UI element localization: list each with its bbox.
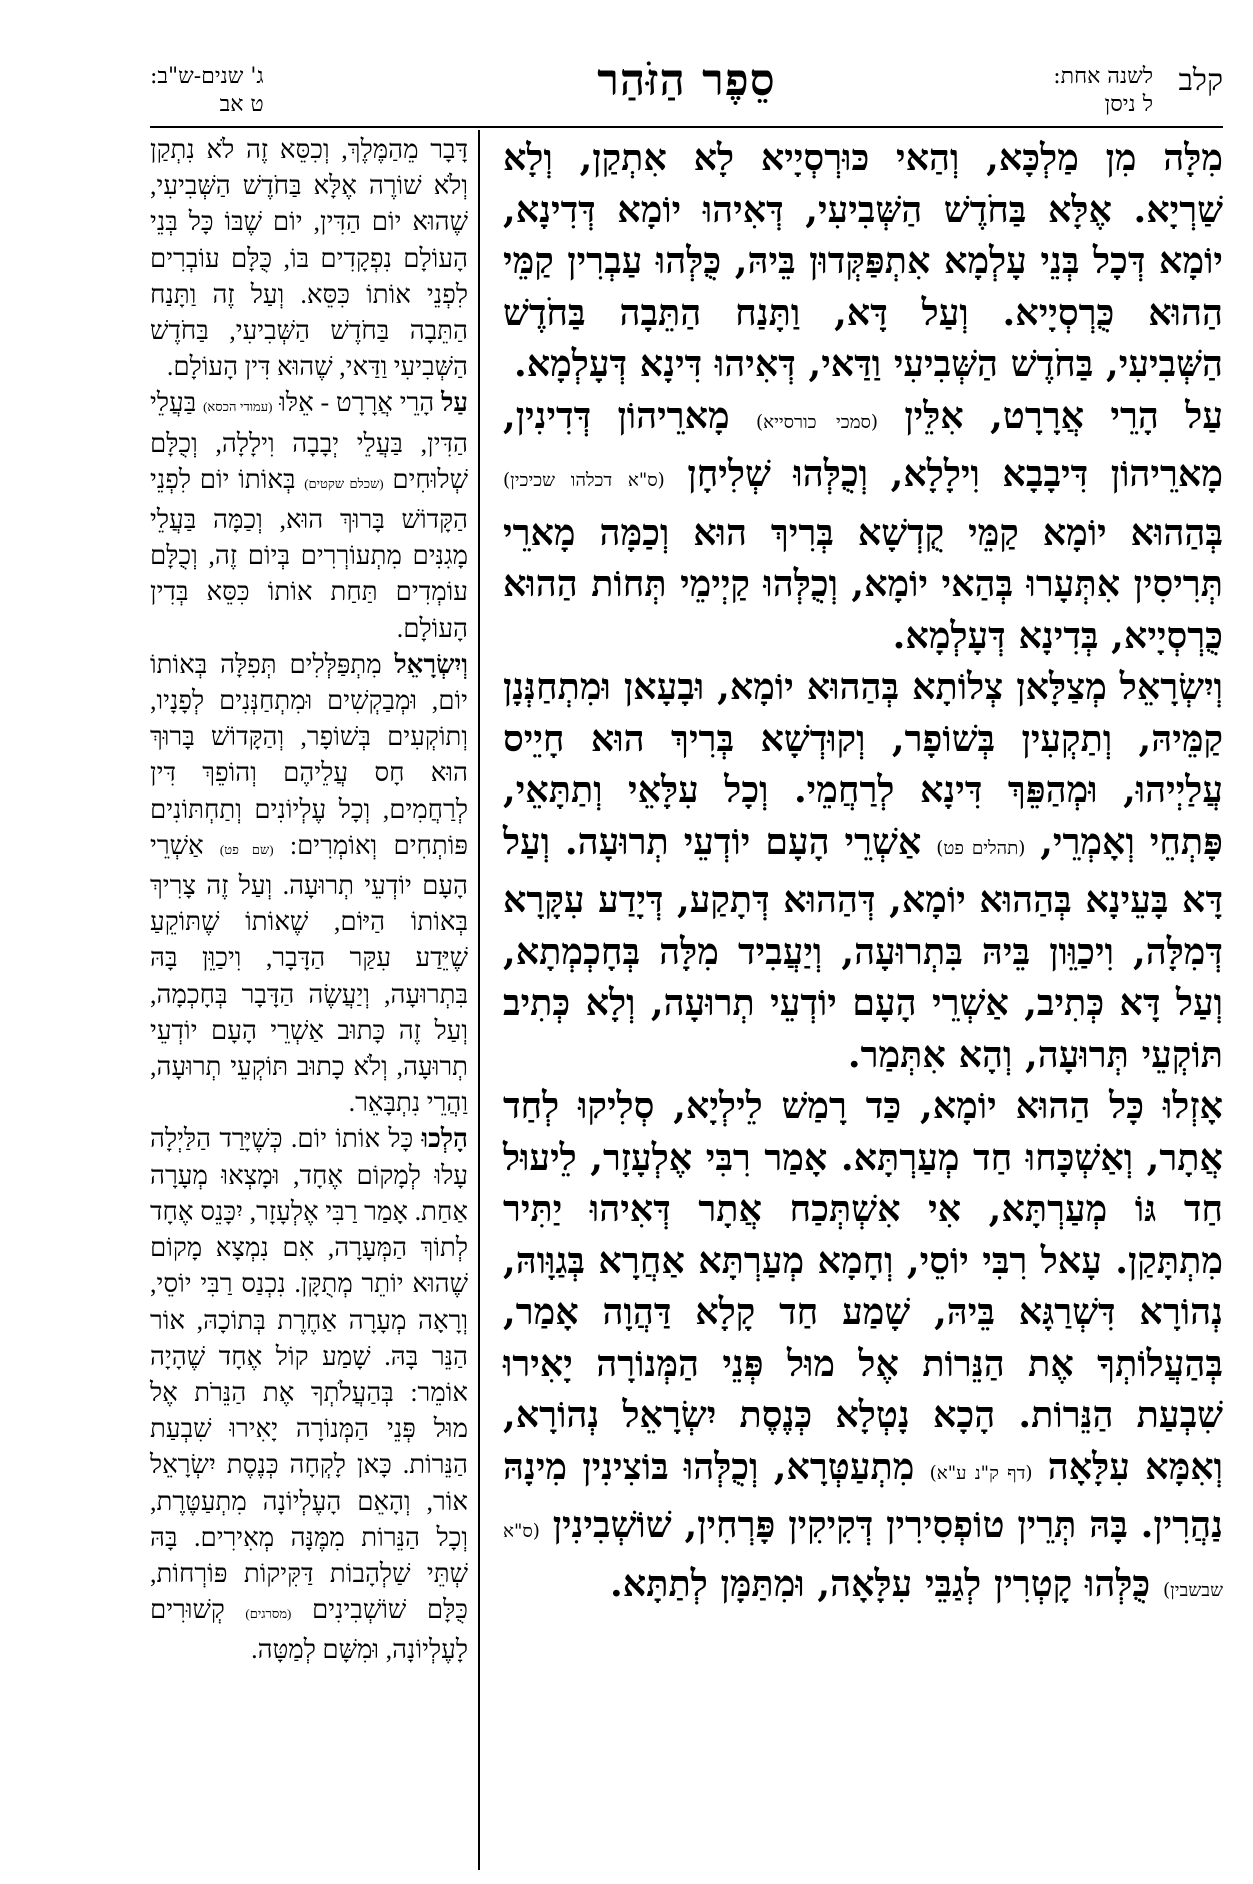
aramaic-paragraph-3-text-2: אַשְׁרֵי הָעָם יוֹדְעֵי תְרוּעָה. וְעַל דָּא בָּעֵינָא בְּהַהוּא יוֹמָא, דְּהַהוּא דְּתָקַע, דְּיָדַע עִקָּרָא דְּמִלָּה, וִיכַוֵּון בֵּיהּ בִּתְרוּעָה, וְיַעֲבִיד מִלָּה בְּחָכְמְתָא, וְעַל דָּא כְּתִיב, אַשְׁרֵי הָעָם יוֹדְעֵי תְרוּעָה, וְלָא כְּתִיב תּוֹקְעֵי תְּרוּעָה, וְהָא אִתְּמַר. [503, 819, 1223, 1076]
study-schedule-one-year-label: לשנה אחת: [1053, 64, 1153, 89]
aramaic-paragraph-2-note-2: (ס"א דכלהו שכיכין) [503, 470, 665, 491]
aramaic-paragraph-4-text-3: כֻּלְּהוּ קָטְרִין לְגַבֵּי עִלָּאָה, וּמִתַּמָּן לְתַתָּא. [610, 1561, 1151, 1605]
hebrew-paragraph-4-text: כָּל אוֹתוֹ יוֹם. כְּשֶׁיָּרַד הַלַּיְלָה עָלוּ לְמָקוֹם אֶחָד, וּמָצְאוּ מְעָרָה אַחַת. אָמַר רַבִּי אֶלְעָזָר, יִכָּנֵס אֶחָד לְתוֹךְ הַמְּעָרָה, אִם נִמְצָא מָקוֹם שֶׁהוּא יוֹתֵר מְתֻקָּן. נִכְנַס רַבִּי יוֹסֵי, וְרָאָה מְעָרָה אַחֶרֶת בְּתוֹכָהּ, אוֹר הַנֵּר בָּהּ. שָׁמַע קוֹל אֶחָד שֶׁהָיָה אוֹמֵר: בְּהַעֲלֹתְךָ אֶת הַנֵּרֹת אֶל מוּל פְּנֵי הַמְּנוֹרָה יָאִירוּ שִׁבְעַת הַנֵּרוֹת. כָּאן לָקְחָה כְּנֶסֶת יִשְׂרָאֵל אוֹר, וְהָאֵם הָעֶלְיוֹנָה מִתְעַטֶּרֶת, וְכָל הַנֵּרוֹת מִמֶּנָּה מְאִירִים. בָּהּ שְׁתֵּי שַׁלְהָבוֹת דַּקִּיקוֹת פּוֹרְחוֹת, כֻּלָּם שׁוֹשְׁבִינִים [150, 1124, 468, 1625]
aramaic-paragraph-3-lead: וְיִשְׂרָאֵל [1119, 665, 1223, 708]
hebrew-paragraph-3-text: מִתְפַּלְּלִים תְּפִלָּה בְּאוֹתוֹ יוֹם, וּמְבַקְשִׁים וּמִתְחַנְּנִים לְפָנָיו, וְתוֹקְעִים בְּשׁוֹפָר, וְהַקָּדוֹשׁ בָּרוּךְ הוּא חָס עֲלֵיהֶם וְהוֹפֵךְ דִּין לְרַחֲמִים, וְכָל עֶלְיוֹנִים וְתַחְתּוֹנִים פּוֹתְחִים וְאוֹמְרִים: [150, 649, 469, 860]
page-header [150, 55, 1223, 125]
aramaic-paragraph-4 [503, 1080, 1223, 1616]
hebrew-paragraph-2-text-3: בְּאוֹתוֹ יוֹם לִפְנֵי הַקָּדוֹשׁ בָּרוּךְ הוּא, וְכַמָּה בַּעֲלֵי מָגִנִּים מִתְעוֹרְרִים בְּיוֹם זֶה, וְכֻלָּם עוֹמְדִים תַּחַת אוֹתוֹ כִּסֵּא בְּדִין הָעוֹלָם. [150, 464, 468, 643]
hebrew-paragraph-4-text-2: קְשׁוּרִים לָעֶלְיוֹנָה, וּמִשָּׁם לְמַטָּה. [150, 1595, 468, 1665]
aramaic-paragraph-2 [503, 390, 1223, 662]
aramaic-paragraph-1 [503, 132, 1223, 390]
page-number: קלב [1178, 63, 1223, 98]
hebrew-paragraph-2-text: הָרֵי אֲרָרָט - אֵלּוּ [279, 388, 435, 418]
hebrew-paragraph-4-lead: הָלְכוּ [421, 1124, 469, 1154]
hebrew-paragraph-1-text: דָּבָר מֵהַמֶּלֶךְ, וְכִסֵּא זֶה לֹא נִתְקַן וְלֹא שׁוֹרֶה אֶלָּא בַּחֹדֶשׁ הַשְּׁבִיעִי, שֶׁהוּא יוֹם הַדִּין, יוֹם שֶׁבּוֹ כָּל בְּנֵי הָעוֹלָם נִפְקָדִים בּוֹ, כֻּלָּם עוֹבְרִים לִפְנֵי אוֹתוֹ כִּסֵּא. וְעַל זֶה וַתָּנַח הַתֵּבָה בַּחֹדֶשׁ הַשְּׁבִיעִי, בַּחֹדֶשׁ הַשְּׁבִיעִי וַדַּאי, שֶׁהוּא דִּין הָעוֹלָם. [150, 135, 468, 382]
study-schedule-three-years-date: ט אב [219, 92, 264, 117]
column-divider [478, 130, 480, 1870]
study-schedule-one-year-date: ל ניסן [1104, 92, 1153, 117]
aramaic-paragraph-4-note-2: (ס"א שבשבין) [503, 1521, 1223, 1601]
hebrew-paragraph-1 [150, 132, 468, 385]
hebrew-paragraph-2-note: (עמודי הכסא) [203, 399, 273, 415]
hebrew-paragraph-2-note-2: (שכלם שקטים) [304, 475, 384, 491]
hebrew-paragraph-2-lead: עַל [441, 388, 468, 418]
hebrew-paragraph-3-lead: וְיִשְׂרָאֵל [394, 649, 468, 679]
aramaic-column [503, 132, 1223, 1872]
hebrew-paragraph-3-text-2: אַשְׁרֵי הָעָם יוֹדְעֵי תְרוּעָה. וְעַל זֶה צָרִיךְ בְּאוֹתוֹ הַיּוֹם, שֶׁאוֹתוֹ שֶׁתּוֹקֵעַ שֶׁיֵּדַע עִקַּר הַדָּבָר, וִיכַוֵּן בָּהּ בִּתְרוּעָה, וְיַעֲשֶׂה הַדָּבָר בְּחָכְמָה, וְעַל זֶה כָּתוּב אַשְׁרֵי הָעָם יוֹדְעֵי תְרוּעָה, וְלֹא כָתוּב תּוֹקְעֵי תְרוּעָה, וַהֲרֵי נִתְבָּאֵר. [150, 830, 468, 1118]
hebrew-paragraph-3 [150, 647, 468, 1122]
study-schedule-three-years [150, 63, 264, 119]
aramaic-paragraph-2-text-2: מָארֵיהוֹן דְּדִינִין, מָארֵיהוֹן דִּיבָבָא וִילָלָא, וְכֻלְּהוּ שְׁלִיחָן [503, 393, 1223, 495]
aramaic-paragraph-4-text: כָּל הַהוּא יוֹמָא, כַּד רָמַשׁ לֵילְיָא, סְלִיקוּ לְחַד אֲתָר, וְאַשְׁכָּחוּ חַד מְעַרְתָּא. אָמַר רִבִּי אֶלְעָזָר, לֵיעוּל חַד גּוֹ מְעַרְתָּא, אִי אִשְׁתְּכַח אֲתָר דְּאִיהוּ יַתִּיר מִתְתָּקַן. עָאל רִבִּי יוֹסֵי, וְחָמָא מְעַרְתָּא אַחֲרָא בְּגַוָּוהּ, נְהוֹרָא דִּשְׁרַגָּא בֵּיהּ, שָׁמַע חַד קָלָא דַּהֲוָה אָמַר, בְּהַעֲלוֹתְךָ אֶת הַנֵּרוֹת אֶל מוּל פְּנֵי הַמְּנוֹרָה יָאִירוּ שִׁבְעַת הַנֵּרוֹת. הָכָא נָטְלָא כְּנֶסֶת יִשְׂרָאֵל נְהוֹרָא, וְאִמָּא עִלָּאָה [503, 1084, 1223, 1488]
aramaic-paragraph-4-note: (דף ק"נ ע"א) [929, 1462, 1033, 1484]
book-title: סֵפֶר הַזֹּהַר [597, 55, 776, 106]
hebrew-paragraph-4 [150, 1121, 468, 1668]
hebrew-column [150, 132, 468, 1872]
aramaic-paragraph-2-lead: עַל [1185, 393, 1223, 437]
aramaic-paragraph-2-text-3: בְּהַהוּא יוֹמָא קַמֵּי קֻדְשָׁא בְּרִיךְ הוּא וְכַמָּה מָארֵי תְּרִיסִין אִתְּעָרוּ בְּהַאי יוֹמָא, וְכֻלְּהוּ קַיְימֵי תְּחוֹת הַהוּא כֻּרְסְיָיא, בְּדִינָא דְּעָלְמָא. [503, 510, 1223, 657]
aramaic-paragraph-4-text-2: מִתְעַטְּרָא, וְכֻלְּהוּ בּוֹצִינִין מִינָהּ נַהֲרִין. בָּהּ תְּרֵין טוֹפְסִירִין דְּקִיקִין פָּרְחִין, שׁוֹשְׁבִינִין [503, 1444, 1223, 1546]
aramaic-paragraph-3-text: מְצַלָּאן צְלוֹתָא בְּהַהוּא יוֹמָא, וּבָעָאן וּמִתְחַנְּנָן קַמֵּיהּ, וְתַקְעִין בְּשׁוֹפָר, וְקוּדְשָׁא בְּרִיךְ הוּא חָיֵיס עֲלַיְיהוּ, וּמְהַפֵּךְ דִּינָא לְרַחֲמֵי. וְכָל עִלָּאֵי וְתַתָּאֵי, פָּתְחֵי וְאָמְרֵי, [503, 665, 1223, 863]
aramaic-paragraph-2-text: הָרֵי אֲרָרָט, אִלֵּין [904, 393, 1159, 437]
study-schedule-three-years-label: ג' שנים-ש"ב: [150, 64, 264, 89]
hebrew-paragraph-4-note: (מסרגים) [245, 1606, 292, 1622]
hebrew-paragraph-3-note: (שם פט) [219, 841, 274, 857]
aramaic-paragraph-2-note: (סמכי כורסייא) [756, 411, 879, 433]
hebrew-paragraph-2 [150, 385, 468, 646]
aramaic-paragraph-4-lead: אָזְלוּ [1162, 1084, 1223, 1127]
aramaic-paragraph-1-text: מִלָּה מִן מַלְכָּא, וְהַאי כּוּרְסְיָיא לָא אִתְקַן, וְלָא שַׁרְיָא. אֶלָּא בַּחֹדֶשׁ הַשְּׁבִיעִי, דְּאִיהוּ יוֹמָא דְּדִינָא, יוֹמָא דְּכָל בְּנֵי עָלְמָא אִתְפַּקְּדוּן בֵּיהּ, כֻּלְּהוּ עַבְרִין קַמֵּי הַהוּא כֻּרְסְיָיא. וְעַל דָּא, וַתָּנַח הַתֵּבָה בַּחֹדֶשׁ הַשְּׁבִיעִי, בַּחֹדֶשׁ הַשְּׁבִיעִי וַדַּאי, דְּאִיהוּ דִּינָא דְּעָלְמָא. [503, 136, 1223, 385]
hebrew-paragraph-2-text-2: בַּעֲלֵי הַדִּין, בַּעֲלֵי יְבָבָה וִילָלָה, וְכֻלָּם שְׁלוּחִים [150, 388, 468, 494]
aramaic-paragraph-3-note: (תהלים פט) [936, 837, 1026, 859]
aramaic-paragraph-3 [503, 661, 1223, 1080]
header-rule [150, 126, 1223, 128]
